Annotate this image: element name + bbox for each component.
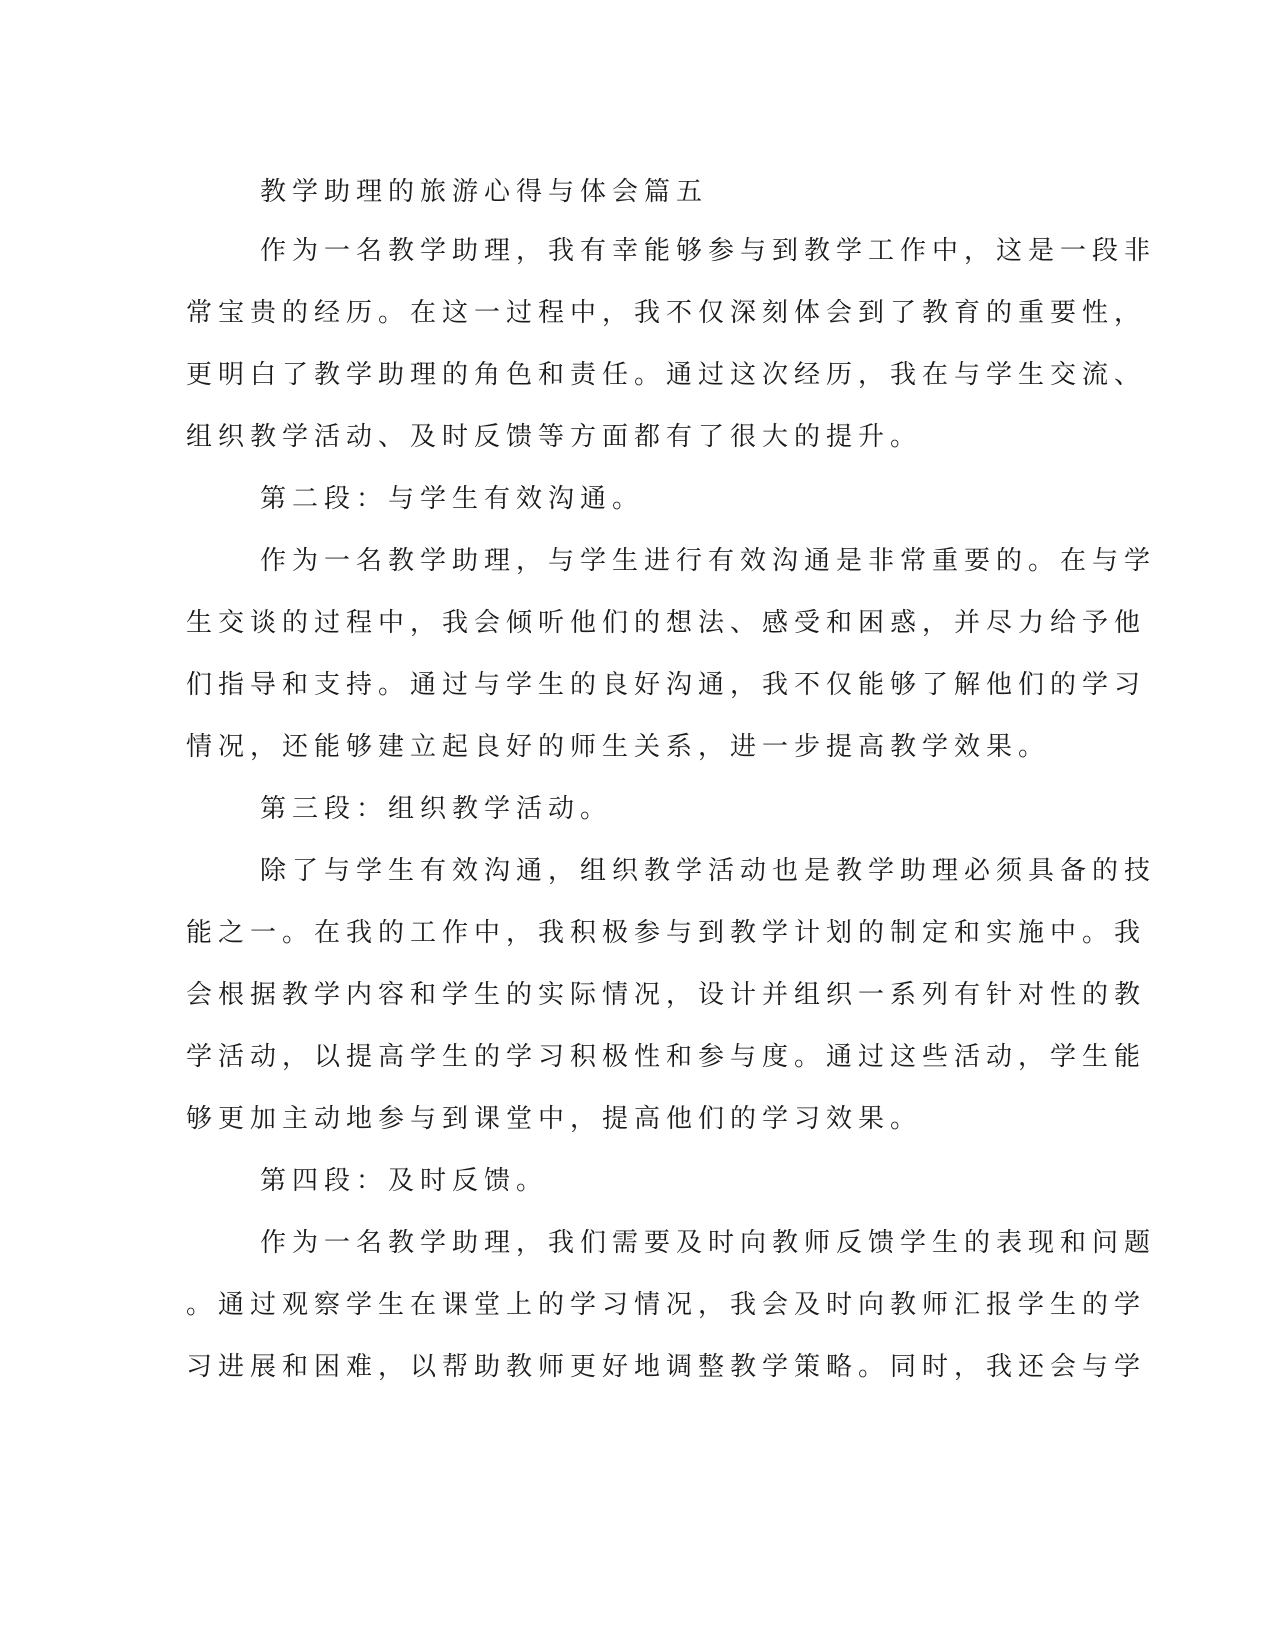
section-heading-4: 第四段：及时反馈。 <box>260 1166 549 1196</box>
paragraph-3-line-5: 够更加主动地参与到课堂中，提高他们的学习效果。 <box>186 1104 923 1134</box>
paragraph-2-line-3: 们指导和支持。通过与学生的良好沟通，我不仅能够了解他们的学习 <box>186 670 1147 700</box>
document-title: 教学助理的旅游心得与体会篇五 <box>260 177 709 207</box>
paragraph-2-line-2: 生交谈的过程中，我会倾听他们的想法、感受和困惑，并尽力给予他 <box>186 608 1147 638</box>
document-body <box>186 164 1157 1398</box>
paragraph-1-line-2: 常宝贵的经历。在这一过程中，我不仅深刻体会到了教育的重要性， <box>186 298 1147 328</box>
paragraph-1-line-4: 组织教学活动、及时反馈等方面都有了很大的提升。 <box>186 422 923 452</box>
paragraph-4-line-3: 习进展和困难，以帮助教师更好地调整教学策略。同时，我还会与学 <box>186 1352 1147 1382</box>
paragraph-3-line-1: 除了与学生有效沟通，组织教学活动也是教学助理必须具备的技 <box>260 856 1157 886</box>
section-heading-2: 第二段：与学生有效沟通。 <box>260 484 645 514</box>
paragraph-2-line-4: 情况，还能够建立起良好的师生关系，进一步提高教学效果。 <box>186 732 1051 762</box>
paragraph-1-line-1: 作为一名教学助理，我有幸能够参与到教学工作中，这是一段非 <box>260 236 1157 266</box>
paragraph-4-line-2: 。通过观察学生在课堂上的学习情况，我会及时向教师汇报学生的学 <box>186 1290 1147 1320</box>
paragraph-2-line-1: 作为一名教学助理，与学生进行有效沟通是非常重要的。在与学 <box>260 546 1157 576</box>
paragraph-4-line-1: 作为一名教学助理，我们需要及时向教师反馈学生的表现和问题 <box>260 1228 1157 1258</box>
paragraph-3-line-2: 能之一。在我的工作中，我积极参与到教学计划的制定和实施中。我 <box>186 918 1147 948</box>
paragraph-3-line-4: 学活动，以提高学生的学习积极性和参与度。通过这些活动，学生能 <box>186 1042 1147 1072</box>
paragraph-1-line-3: 更明白了教学助理的角色和责任。通过这次经历，我在与学生交流、 <box>186 360 1147 390</box>
section-heading-3: 第三段：组织教学活动。 <box>260 794 613 824</box>
paragraph-3-line-3: 会根据教学内容和学生的实际情况，设计并组织一系列有针对性的教 <box>186 980 1147 1010</box>
